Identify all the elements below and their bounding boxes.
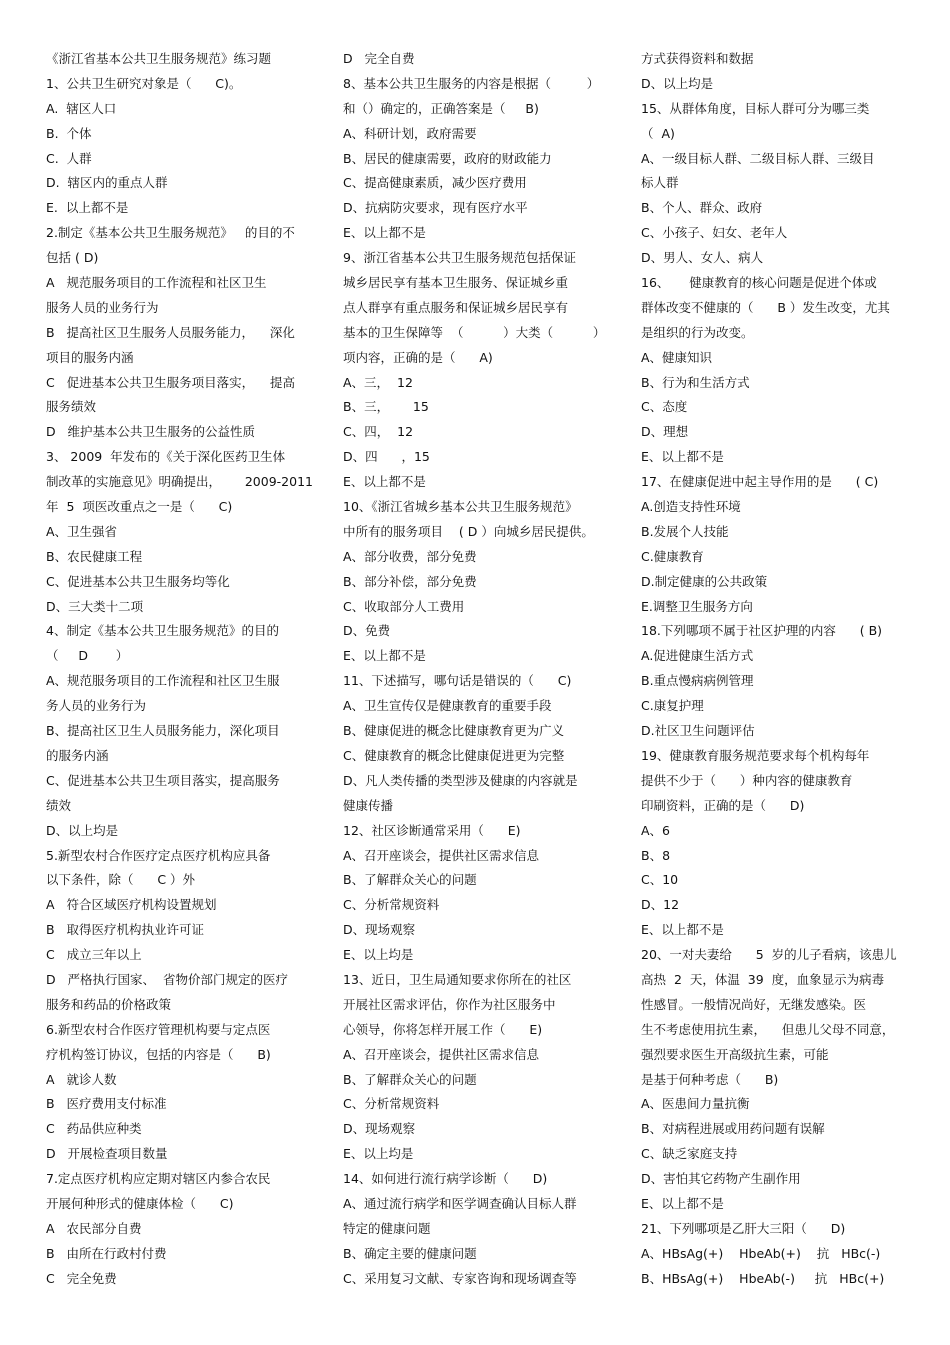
text-line: C、采用复习文献、专家咨询和现场调查等 — [343, 1270, 577, 1286]
text-line: B、了解群众关心的问题 — [343, 872, 477, 888]
text-line: C. 人群 — [46, 150, 92, 166]
text-line: 7.定点医疗机构应定期对辖区内参合农民 — [46, 1171, 271, 1187]
text-line: 14、如何进行流行病学诊断（ D) — [343, 1171, 548, 1187]
text-line: 16、 健康教育的核心问题是促进个体或 — [641, 275, 877, 291]
text-line: A、医患间力量抗衡 — [641, 1096, 750, 1112]
text-line: A、召开座谈会，提供社区需求信息 — [343, 1046, 540, 1062]
text-line: 提供不少于（ ）种内容的健康教育 — [641, 772, 853, 788]
text-line: C、促进基本公共卫生项目落实，提高服务 — [46, 772, 280, 788]
text-line: 印刷资料，正确的是（ D) — [641, 797, 805, 813]
text-line: 包括 ( D) — [46, 250, 99, 266]
text-line: D、四 ，15 — [343, 449, 430, 465]
text-line: D、理想 — [641, 424, 689, 440]
text-line: 以下条件，除（ C ）外 — [46, 872, 196, 888]
text-line: B 由所在行政村付费 — [46, 1245, 167, 1261]
text-line: A、科研计划，政府需要 — [343, 125, 477, 141]
text-line: B、居民的健康需要，政府的财政能力 — [343, 150, 552, 166]
text-line: B.重点慢病病例管理 — [641, 673, 754, 689]
text-column-left — [46, 47, 318, 1292]
text-line: 20、一对夫妻给 5 岁的儿子看病，该患儿 — [641, 947, 897, 963]
text-line: 特定的健康问题 — [343, 1220, 431, 1236]
text-line: 19、健康教育服务规范要求每个机构每年 — [641, 747, 870, 763]
text-line: 项内容，正确的是（ A) — [343, 349, 493, 365]
text-line: D、害怕其它药物产生副作用 — [641, 1171, 801, 1187]
text-line: A 规范服务项目的工作流程和社区卫生 — [46, 275, 267, 291]
text-line: 绩效 — [46, 797, 72, 813]
text-line: B 医疗费用支付标准 — [46, 1096, 167, 1112]
text-line: 3、 2009 年发布的《关于深化医药卫生体 — [46, 449, 286, 465]
text-line: B、三， 15 — [343, 399, 429, 415]
text-line: 年 5 项医改重点之一是（ C) — [46, 499, 233, 515]
text-line: A、HBsAg(+) HbeAb(+) 抗 HBc(-) — [641, 1245, 881, 1261]
text-line: B、确定主要的健康问题 — [343, 1245, 477, 1261]
text-line: C、促进基本公共卫生服务均等化 — [46, 573, 230, 589]
text-line: C 药品供应种类 — [46, 1121, 142, 1137]
text-line: B、个人、群众、政府 — [641, 200, 763, 216]
text-line: C.康复护理 — [641, 698, 704, 714]
text-line: D、免费 — [343, 623, 391, 639]
text-line: C、分析常规资料 — [343, 1096, 440, 1112]
text-line: 服务和药品的价格政策 — [46, 996, 172, 1012]
text-line: C 促进基本公共卫生服务项目落实， 提高 — [46, 374, 296, 390]
text-line: 项目的服务内涵 — [46, 349, 134, 365]
text-line: A、规范服务项目的工作流程和社区卫生服 — [46, 673, 280, 689]
text-line: 和（）确定的，正确答案是（ B) — [343, 100, 539, 116]
text-line: 务人员的业务行为 — [46, 698, 147, 714]
text-column-right — [641, 47, 903, 1292]
text-line: C、健康教育的概念比健康促进更为完整 — [343, 747, 565, 763]
text-line: E.调整卫生服务方向 — [641, 598, 753, 614]
text-line: 中所有的服务项目 ( D ）向城乡居民提供。 — [343, 523, 594, 539]
text-line: C、提高健康素质，减少医疗费用 — [343, 175, 527, 191]
text-line: 制改革的实施意见》明确提出， 2009-2011 — [46, 474, 313, 490]
text-line: A、部分收费，部分免费 — [343, 548, 477, 564]
text-line: E、以上都不是 — [343, 225, 426, 241]
text-line: 12、社区诊断通常采用（ E) — [343, 822, 521, 838]
text-line: E、以上都不是 — [641, 449, 724, 465]
text-line: 强烈要求医生开高级抗生素，可能 — [641, 1046, 829, 1062]
text-line: A、召开座谈会，提供社区需求信息 — [343, 847, 540, 863]
text-line: 17、在健康促进中起主导作用的是 ( C) — [641, 474, 879, 490]
text-line: E、以上都不是 — [343, 648, 426, 664]
text-line: 2.制定《基本公共卫生服务规范》 的目的不 — [46, 225, 295, 241]
text-line: 健康传播 — [343, 797, 394, 813]
text-line: D 维护基本公共卫生服务的公益性质 — [46, 424, 256, 440]
text-line: B 提高社区卫生服务人员服务能力， 深化 — [46, 324, 295, 340]
text-line: 方式获得资料和数据 — [641, 51, 754, 66]
text-line: 10、《浙江省城乡基本公共卫生服务规范》 — [343, 499, 578, 515]
text-line: E、以上均是 — [343, 1146, 414, 1162]
text-line: B.发展个人技能 — [641, 523, 729, 539]
text-line: A 就诊人数 — [46, 1071, 117, 1087]
text-line: D 完全自费 — [343, 51, 415, 66]
text-line: C、10 — [641, 872, 679, 888]
text-line: A、一级目标人群、二级目标人群、三级目 — [641, 150, 875, 166]
text-line: 15、从群体角度，目标人群可分为哪三类 — [641, 100, 870, 116]
text-line: B、部分补偿，部分免费 — [343, 573, 477, 589]
text-line: D、三大类十二项 — [46, 598, 144, 614]
text-line: （ D ） — [46, 648, 129, 664]
text-line: A、卫生强省 — [46, 523, 118, 539]
text-line: B、行为和生活方式 — [641, 374, 750, 390]
text-line: E、以上均是 — [343, 947, 414, 963]
text-line: 9、浙江省基本公共卫生服务规范包括保证 — [343, 250, 576, 266]
text-line: B、健康促进的概念比健康教育更为广义 — [343, 723, 565, 739]
text-line: D、男人、女人、病人 — [641, 250, 764, 266]
text-line: C 成立三年以上 — [46, 947, 142, 963]
text-line: B. 个体 — [46, 125, 92, 141]
text-line: 服务绩效 — [46, 399, 97, 415]
text-line: 21、下列哪项是乙肝大三阳（ D) — [641, 1220, 846, 1236]
text-line: 《浙江省基本公共卫生服务规范》练习题 — [46, 51, 272, 66]
text-line: D、抗病防灾要求，现有医疗水平 — [343, 200, 528, 216]
text-line: D、现场观察 — [343, 922, 416, 938]
text-line: B、了解群众关心的问题 — [343, 1071, 477, 1087]
text-line: E、以上都不是 — [343, 474, 426, 490]
text-line: 13、近日，卫生局通知要求你所在的社区 — [343, 971, 572, 987]
text-line: 服务人员的业务行为 — [46, 299, 159, 315]
text-line: D、12 — [641, 897, 680, 913]
text-line: D 开展检查项目数量 — [46, 1146, 168, 1162]
text-line: E、以上都不是 — [641, 1195, 724, 1211]
text-line: A.促进健康生活方式 — [641, 648, 754, 664]
text-line: 6.新型农村合作医疗管理机构要与定点医 — [46, 1021, 271, 1037]
text-line: 8、基本公共卫生服务的内容是根据（ ） — [343, 75, 600, 91]
text-line: A、健康知识 — [641, 349, 713, 365]
text-line: 城乡居民享有基本卫生服务、保证城乡重 — [343, 275, 569, 291]
text-line: 1、公共卫生研究对象是（ C)。 — [46, 75, 242, 91]
text-line: C 完全免费 — [46, 1270, 117, 1286]
text-line: A、三， 12 — [343, 374, 413, 390]
text-line: 性感冒。一般情况尚好，无继发感染。医 — [641, 996, 867, 1012]
text-line: （ A) — [641, 125, 675, 141]
text-line: B、HBsAg(+) HbeAb(-) 抗 HBc(+) — [641, 1270, 885, 1286]
text-line: D.社区卫生问题评估 — [641, 723, 755, 739]
text-line: 的服务内涵 — [46, 747, 109, 763]
text-line: C、收取部分人工费用 — [343, 598, 465, 614]
text-line: C.健康教育 — [641, 548, 704, 564]
text-line: 开展社区需求评估，你作为社区服务中 — [343, 996, 556, 1012]
text-line: 11、下述描写，哪句话是错误的（ C) — [343, 673, 572, 689]
text-line: 高热 2 天，体温 39 度，血象显示为病毒 — [641, 971, 885, 987]
text-line: D、以上均是 — [46, 822, 119, 838]
text-line: D、以上均是 — [641, 75, 714, 91]
text-line: D、凡人类传播的类型涉及健康的内容就是 — [343, 772, 578, 788]
text-column-middle — [343, 47, 613, 1292]
text-line: A、卫生宣传仅是健康教育的重要手段 — [343, 698, 552, 714]
text-line: 群体改变不健康的（ B ）发生改变，尤其 — [641, 299, 890, 315]
text-line: C、缺乏家庭支持 — [641, 1146, 738, 1162]
text-line: 心领导，你将怎样开展工作（ E) — [343, 1021, 543, 1037]
text-line: 4、制定《基本公共卫生服务规范》的目的 — [46, 623, 279, 639]
text-line: 疗机构签订协议，包括的内容是（ B) — [46, 1046, 271, 1062]
text-line: C、态度 — [641, 399, 688, 415]
text-line: C、分析常规资料 — [343, 897, 440, 913]
text-line: D. 辖区内的重点人群 — [46, 175, 168, 191]
text-line: B、农民健康工程 — [46, 548, 143, 564]
text-line: C、小孩子、妇女、老年人 — [641, 225, 788, 241]
text-line: E. 以上都不是 — [46, 200, 129, 216]
text-line: 是基于何种考虑（ B) — [641, 1071, 779, 1087]
text-line: 生不考虑使用抗生素， 但患儿父母不同意， — [641, 1021, 895, 1037]
text-line: A、通过流行病学和医学调查确认目标人群 — [343, 1195, 577, 1211]
text-line: B、8 — [641, 847, 671, 863]
text-line: B、提高社区卫生人员服务能力，深化项目 — [46, 723, 280, 739]
text-line: E、以上都不是 — [641, 922, 724, 938]
text-line: B、对病程进展或用药问题有误解 — [641, 1121, 825, 1137]
text-line: D、现场观察 — [343, 1121, 416, 1137]
text-line: A.创造支持性环境 — [641, 499, 741, 515]
text-line: 18.下列哪项不属于社区护理的内容 ( B) — [641, 623, 883, 639]
text-line: A、6 — [641, 822, 671, 838]
text-line: C、四， 12 — [343, 424, 414, 440]
text-line: 标人群 — [641, 175, 679, 191]
text-line: 5.新型农村合作医疗定点医疗机构应具备 — [46, 847, 271, 863]
text-line: A 符合区域医疗机构设置规划 — [46, 897, 217, 913]
text-line: A. 辖区人口 — [46, 100, 117, 116]
text-line: 是组织的行为改变。 — [641, 324, 754, 340]
text-line: B 取得医疗机构执业许可证 — [46, 922, 204, 938]
text-line: 开展何种形式的健康体检（ C) — [46, 1195, 234, 1211]
text-line: D.制定健康的公共政策 — [641, 573, 768, 589]
text-line: 基本的卫生保障等 （ ）大类（ ） — [343, 324, 606, 340]
text-line: A 农民部分自费 — [46, 1220, 142, 1236]
text-line: D 严格执行国家、 省物价部门规定的医疗 — [46, 971, 288, 987]
text-line: 点人群享有重点服务和保证城乡居民享有 — [343, 299, 569, 315]
